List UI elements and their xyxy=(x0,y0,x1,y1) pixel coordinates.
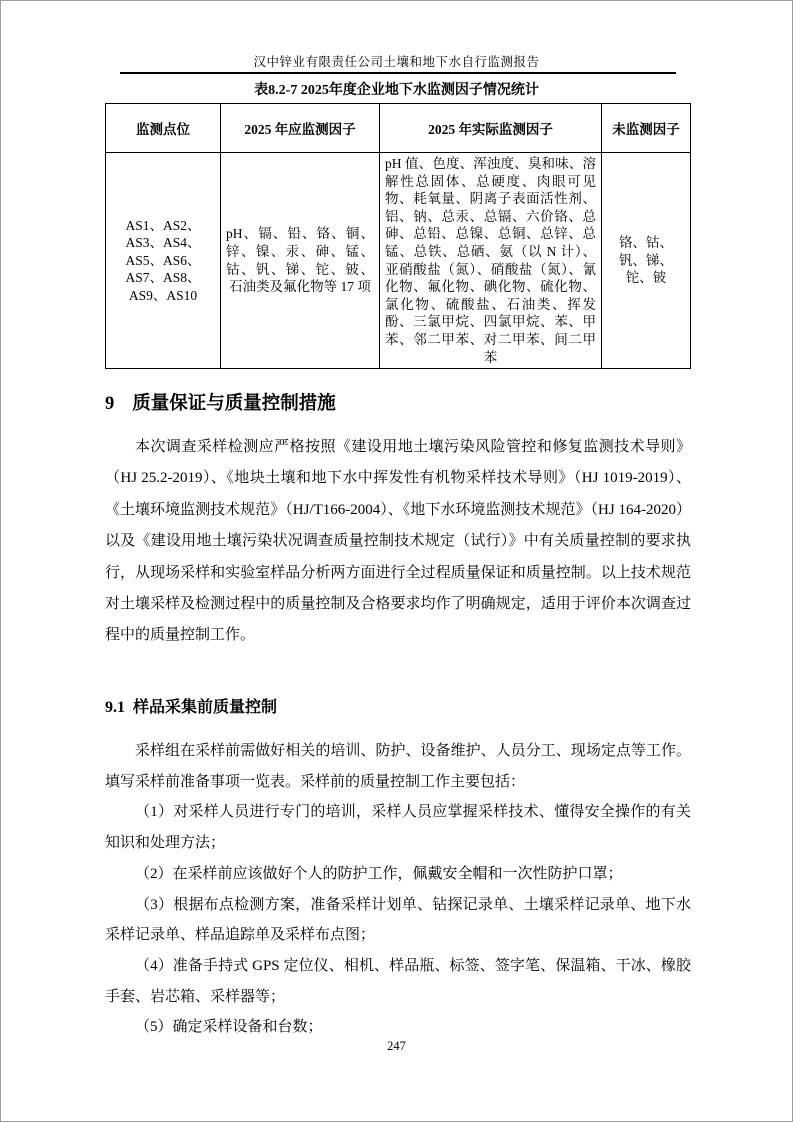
column-header-actual-factors: 2025 年实际监测因子 xyxy=(380,104,602,153)
section-paragraph: 本次调查采样检测应严格按照《建设用地土壤污染风险管控和修复监测技术导则》（HJ 25.2-2019）、《地块土壤和地下水中挥发性有机物采样技术导则》（HJ 1019-2019）、《土壤环境监测技术规范》（HJ/T166-2004）、《地下水环境监测技术规范》（HJ 164-2020）以及《建设用地土壤污染状况调查质量控制技术规定（试行）》中有关质量控制的要求执行，从现场采样和实验室样品分析两方面进行全过程质量保证和质量控制。以上技术规范对土壤采样及检测过程中的质量控制及合格要求均作了明确规定，适用于评价本次调查过程中的质量控制工作。 xyxy=(105,439,691,644)
section-9-body xyxy=(105,432,691,652)
column-header-required-factors: 2025 年应监测因子 xyxy=(221,104,380,153)
header-divider xyxy=(120,72,676,74)
cell-actual-factors: pH 值、色度、浑浊度、臭和味、溶解性总固体、总硬度、肉眼可见物、耗氧量、阴离子表面活性剂、铝、钠、总汞、总镉、六价铬、总砷、总铅、总镍、总铜、总锌、总锰、总铁、总硒、氨（以 N 计）、亚硝酸盐（氮）、硝酸盐（氮）、氰化物、氟化物、碘化物、硫化物、氯化物、硫酸盐、石油类、挥发酚、三氯甲烷、四氯甲烷、苯、甲苯、邻二甲苯、对二甲苯、间二甲苯 xyxy=(380,153,602,369)
list-item-2: （2）在采样前应该做好个人的防护工作，佩戴安全帽和一次性防护口罩； xyxy=(135,865,623,882)
table-caption: 表8.2-7 2025年度企业地下水监测因子情况统计 xyxy=(254,83,539,98)
section-9-heading xyxy=(105,389,688,415)
list-item-3: （3）根据布点检测方案，准备采样计划单、钻探记录单、土壤采样记录单、地下水采样记录单、样品追踪单及采样布点图； xyxy=(105,896,691,944)
section-title: 质量保证与质量控制措施 xyxy=(132,394,336,414)
monitoring-factors-table xyxy=(105,103,691,369)
list-item-4: （4）准备手持式 GPS 定位仪、相机、样品瓶、标签、签字笔、保温箱、干冰、橡胶手套、岩芯箱、采样器等； xyxy=(105,957,691,1005)
subsection-title: 样品采集前质量控制 xyxy=(133,699,278,716)
list-item-1: （1）对采样人员进行专门的培训，采样人员应掌握采样技术、懂得安全操作的有关知识和处理方法； xyxy=(105,804,691,852)
column-header-unmonitored-factors: 未监测因子 xyxy=(602,104,691,153)
page-number: 247 xyxy=(387,1039,406,1053)
table-row xyxy=(106,153,691,369)
list-item-5: （5）确定采样设备和台数； xyxy=(135,1019,323,1036)
cell-unmonitored-factors: 铬、钴、钒、锑、铊、铍 xyxy=(602,153,691,369)
table-header-row xyxy=(106,104,691,153)
page-header-title: 汉中锌业有限责任公司土壤和地下水自行监测报告 xyxy=(253,55,540,69)
cell-required-factors: pH、镉、铅、铬、铜、锌、镍、汞、砷、锰、钴、钒、锑、铊、铍、石油类及氟化物等 17 项 xyxy=(221,153,380,369)
cell-monitoring-sites: AS1、AS2、AS3、AS4、AS5、AS6、AS7、AS8、AS9、AS10 xyxy=(106,153,221,369)
section-9-1-body xyxy=(105,736,691,1043)
section-number: 9 xyxy=(105,394,115,414)
subsection-number: 9.1 xyxy=(105,699,125,716)
subsection-intro-paragraph: 采样组在采样前需做好相关的培训、防护、设备维护、人员分工、现场定点等工作。填写采样前准备事项一览表。采样前的质量控制工作主要包括： xyxy=(105,743,691,790)
section-9-1-heading xyxy=(105,694,688,717)
column-header-site: 监测点位 xyxy=(106,104,221,153)
